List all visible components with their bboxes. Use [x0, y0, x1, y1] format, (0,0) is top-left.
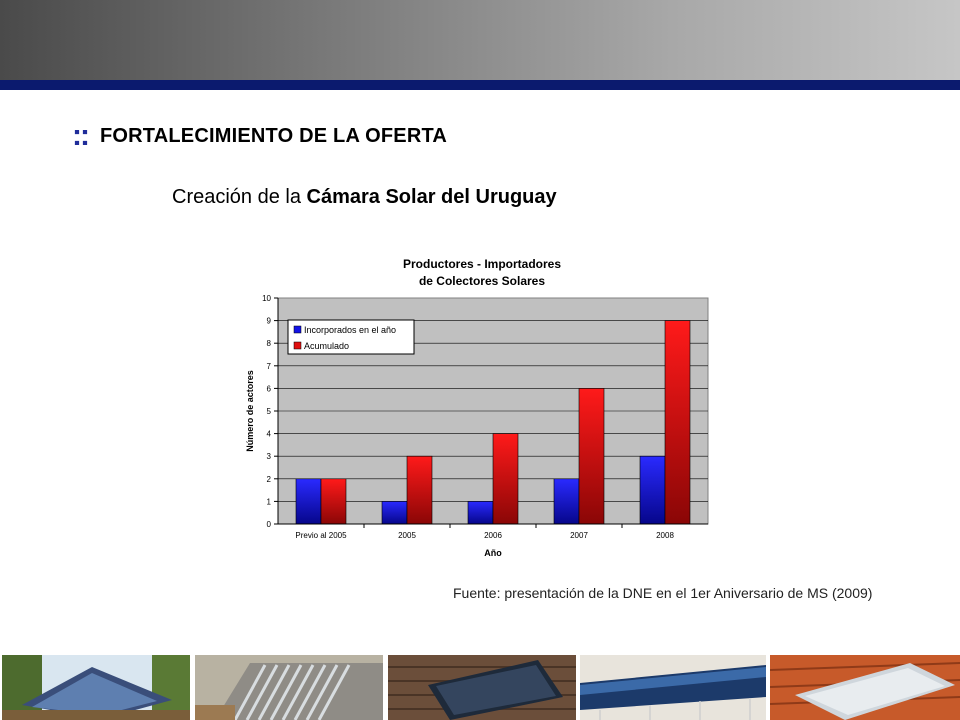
y-tick-label: 7 [266, 361, 271, 371]
x-tick-label: 2007 [570, 531, 588, 540]
bar-chart [236, 246, 716, 566]
section-title [72, 120, 447, 152]
bar-acumulado-4 [665, 321, 690, 524]
y-tick-label: 8 [266, 339, 271, 349]
header-stripe [0, 80, 960, 90]
legend-swatch-incorporados [294, 326, 301, 333]
photo-strip [0, 655, 960, 720]
chart-title-line-1: Productores - Importadores [402, 257, 562, 271]
subtitle [172, 186, 557, 209]
chart-title-line-2: de Colectores Solares [418, 274, 546, 288]
y-tick-label: 1 [266, 497, 271, 507]
bar-incorporados-4 [640, 456, 665, 524]
bar-acumulado-2 [493, 434, 518, 524]
y-tick-label: 4 [266, 429, 271, 439]
vacuum-tube-collector-photo [195, 655, 383, 720]
bar-incorporados-0 [296, 479, 321, 524]
y-tick-label: 9 [266, 316, 271, 326]
tiled-roof-panel-photo [388, 655, 576, 720]
section-marker: :: [72, 119, 88, 152]
terracotta-roof-panel-photo [770, 655, 960, 720]
bar-incorporados-2 [468, 501, 493, 524]
legend-label-incorporados: Incorporados en el año [304, 325, 397, 335]
collector-array-photo [580, 655, 766, 720]
bar-acumulado-3 [579, 388, 604, 524]
header-bar [0, 0, 960, 80]
y-tick-label: 10 [262, 294, 271, 303]
x-tick-label: 2008 [656, 531, 674, 540]
x-tick-label: Previo al 2005 [295, 531, 347, 540]
chart-legend [288, 320, 414, 354]
y-tick-label: 2 [266, 474, 271, 484]
y-tick-label: 0 [266, 520, 271, 529]
legend-swatch-acumulado [294, 342, 301, 349]
x-axis-ticks [295, 524, 674, 540]
bar-incorporados-1 [382, 501, 407, 524]
subtitle-prefix: Creación de la [172, 186, 307, 208]
section-title-text: FORTALECIMIENTO DE LA OFERTA [99, 124, 448, 147]
y-tick-label: 6 [266, 384, 271, 394]
y-tick-label: 5 [266, 407, 271, 416]
y-axis-ticks [262, 294, 278, 529]
x-tick-label: 2005 [398, 531, 416, 540]
house-roof-collectors-photo [2, 655, 190, 720]
legend-label-acumulado: Acumulado [304, 341, 350, 351]
y-axis-label: Número de actores [245, 370, 255, 452]
x-tick-label: 2006 [484, 531, 502, 540]
source-note: Fuente: presentación de la DNE en el 1er Aniversario de MS (2009) [453, 585, 873, 601]
bar-acumulado-0 [321, 479, 346, 524]
y-tick-label: 3 [266, 452, 271, 462]
x-axis-label: Año [484, 548, 502, 558]
bar-incorporados-3 [554, 479, 579, 524]
bar-acumulado-1 [407, 456, 432, 524]
subtitle-emphasis: Cámara Solar del Uruguay [306, 186, 557, 208]
